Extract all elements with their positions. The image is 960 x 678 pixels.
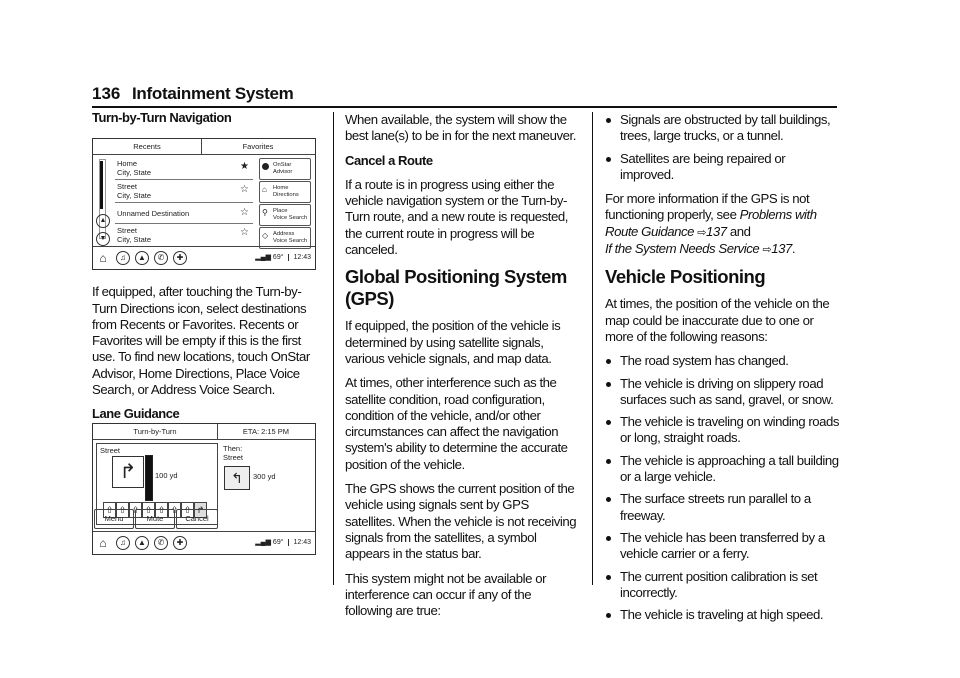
bullet-icon <box>606 459 611 464</box>
clock: 12:43 <box>288 539 311 546</box>
bullet-text: Signals are obstructed by tall buildings, trees, large trucks, or a tunnel. <box>620 112 831 144</box>
list-item[interactable] <box>115 203 253 224</box>
button-label: Home <box>273 185 289 191</box>
button-label: Address <box>273 231 295 237</box>
list-item-title: Unnamed Destination <box>117 209 190 218</box>
bullet-text: The road system has changed. <box>620 353 789 369</box>
favorite-star-icon[interactable]: ★ <box>240 161 249 172</box>
home-icon[interactable]: ⌂ <box>99 251 107 265</box>
subheading-lane-guidance: Lane Guidance <box>92 406 180 422</box>
paragraph-gps-1: If equipped, the position of the vehicle is determined by using satellite signals, various vehicle signals, and map data. <box>345 318 561 366</box>
heading-gps: Global Positioning System (GPS) <box>345 266 567 310</box>
bullet-icon <box>606 575 611 580</box>
phone-icon[interactable]: ✆ <box>154 251 168 265</box>
bullet-icon <box>606 118 611 123</box>
scroll-down-icon[interactable]: ▼ <box>96 232 110 246</box>
list-item-subtitle: City, State <box>117 168 152 177</box>
eta-label: ETA: 2:15 PM <box>242 427 290 436</box>
distance-label: 100 yd <box>155 471 178 480</box>
apps-icon[interactable]: ✚ <box>173 251 187 265</box>
more-info-text: For more information if the GPS is not functioning properly, see <box>605 191 810 223</box>
onstar-advisor-button[interactable] <box>259 158 311 180</box>
bullet-item <box>605 353 840 369</box>
list-item-title: Home <box>117 159 138 168</box>
tab-recents[interactable]: Recents <box>93 139 202 154</box>
list-item-title: Street <box>117 226 138 235</box>
section-title: Infotainment System <box>132 84 294 103</box>
tab-bar <box>93 139 315 155</box>
phone-icon[interactable]: ✆ <box>154 536 168 550</box>
bullet-icon <box>606 613 611 618</box>
signal-icon: ▂▄▆ <box>255 539 271 546</box>
paragraph-gps-3: The GPS shows the current position of the vehicle using signals sent by GPS satellites. When the vehicle is not receiving signals from the satellites, a symbol appears in the status bar. <box>345 481 577 562</box>
bullet-icon <box>606 536 611 541</box>
navigation-icon[interactable]: ▲ <box>135 251 149 265</box>
bullet-icon <box>606 359 611 364</box>
distance-bar <box>145 455 153 501</box>
bullet-text: The vehicle is approaching a tall building or a large vehicle. <box>620 452 839 485</box>
page-ref-arrow-icon: ⇨ <box>697 226 707 239</box>
paragraph-gps-2: At times, other interference such as the satellite condition, road configuration, condition of the vehicle, and/or other circumstances can affect the navigation system's ability to determine the accurate position of the vehicle. <box>345 375 568 472</box>
navigation-icon[interactable]: ▲ <box>135 536 149 550</box>
bullet-item <box>605 491 840 524</box>
menu-button[interactable]: Menu <box>94 509 134 529</box>
subheading-turn-by-turn: Turn-by-Turn Navigation <box>92 110 232 125</box>
mute-button[interactable]: Mute <box>135 509 175 529</box>
bullet-item <box>605 530 840 563</box>
scroll-up-icon[interactable]: ▲ <box>96 214 110 228</box>
onstar-icon <box>262 163 269 170</box>
page-ref-arrow-icon: ⇨ <box>762 244 772 257</box>
column-2 <box>345 112 580 627</box>
signal-icon: ▂▄▆ <box>255 254 271 261</box>
bullet-icon <box>606 497 611 502</box>
bullet-text: Satellites are being repaired or improved. <box>620 150 786 182</box>
home-icon[interactable]: ⌂ <box>99 536 107 550</box>
status-area <box>255 538 311 547</box>
button-label: Voice Search <box>273 237 308 244</box>
home-directions-button[interactable] <box>259 181 311 203</box>
paragraph-more-info: For more information if the GPS is not functioning properly, see Problems with Route Guidance ⇨137 and If the System Needs Service ⇨137. <box>605 191 817 257</box>
bottom-bar <box>93 246 315 269</box>
list-item-subtitle: City, State <box>117 191 152 200</box>
home-icon: ⌂ <box>262 185 267 194</box>
link-system-needs-service[interactable]: If the System Needs Service <box>605 241 760 257</box>
link-problems-route-guidance[interactable]: Problems with Route Guidance <box>605 207 817 239</box>
next-turn-icon: ↰ <box>224 466 250 490</box>
lane-straight-icon: ⇧ <box>103 502 116 518</box>
turn-by-turn-title: Turn-by-Turn <box>93 424 218 439</box>
bullet-icon <box>606 420 611 425</box>
page-ref[interactable]: 137 <box>771 241 792 257</box>
page-header <box>92 82 837 108</box>
scroll-thumb[interactable] <box>100 161 103 209</box>
lane-right-turn-icon: ↱ <box>194 502 207 518</box>
bullet-text: The vehicle is driving on slippery road surfaces such as sand, gravel, or snow. <box>620 375 834 407</box>
then-street: Street <box>223 453 244 462</box>
button-label: Place <box>273 208 288 214</box>
tab-favorites[interactable]: Favorites <box>242 142 274 151</box>
place-voice-search-button[interactable] <box>259 204 311 226</box>
paragraph-vehicle-positioning: At times, the position of the vehicle on the map could be inaccurate due to one or more of the following reasons: <box>605 296 830 344</box>
button-label: Voice Search <box>273 214 308 221</box>
current-street: Street <box>100 446 121 455</box>
audio-icon[interactable]: ♫ <box>116 251 130 265</box>
button-label: OnStar <box>273 162 292 168</box>
heading-vehicle-positioning: Vehicle Positioning <box>605 266 766 288</box>
then-label: Then: <box>223 444 243 453</box>
lane-straight-icon: ⇧ <box>181 502 194 518</box>
clock: 12:43 <box>288 254 311 261</box>
paragraph-turn-by-turn: If equipped, after touching the Turn-by-Turn Directions icon, select destinations from Recents or Favorites. Recents or Favorites will be empty if this is the first use. To find new locations, touch OnStar Advisor, Home Directions, Place Voice Search, or Address Voice Search. <box>92 284 310 398</box>
list-item-subtitle: City, State <box>117 235 152 244</box>
paragraph-cancel-route: If a route is in progress using either the vehicle navigation system or the Turn-by-Turn route, and a new route is requested, the current route in progress will be canceled. <box>345 176 568 258</box>
bullet-text: The vehicle has been transferred by a vehicle carrier or a ferry. <box>620 529 825 562</box>
lane-straight-icon: ⇧ <box>142 502 155 518</box>
bullet-item <box>605 112 840 145</box>
column-3 <box>605 112 840 629</box>
button-label: Advisor <box>273 168 293 175</box>
list-item[interactable] <box>115 157 253 180</box>
bullet-item <box>605 607 840 623</box>
temperature: 69° <box>272 254 284 261</box>
column-divider <box>592 112 593 585</box>
bullet-text: The vehicle is traveling at high speed. <box>620 607 824 623</box>
title-bar <box>93 424 315 440</box>
turn-right-icon: ↱ <box>112 456 144 488</box>
cancel-button[interactable]: Cancel <box>176 509 218 529</box>
bullet-item <box>605 453 840 486</box>
favorite-star-icon[interactable]: ☆ <box>240 184 249 195</box>
bullet-item <box>605 376 840 409</box>
page-number: 136 <box>92 84 121 103</box>
bullet-item <box>605 414 840 447</box>
bottom-bar <box>93 531 315 554</box>
bullet-text: The surface streets run parallel to a freeway. <box>620 491 811 523</box>
lane-guidance-screen <box>92 423 316 555</box>
and-text: and <box>726 223 751 239</box>
then-distance: 300 yd <box>253 472 276 481</box>
status-area <box>255 253 311 262</box>
bullet-icon <box>606 157 611 162</box>
list-item[interactable] <box>115 180 253 203</box>
lane-straight-icon: ⇧ <box>155 502 168 518</box>
address-icon: ◇ <box>262 231 269 240</box>
subheading-cancel-route: Cancel a Route <box>345 152 433 168</box>
lane-straight-icon: ⇧ <box>168 502 181 518</box>
bullet-text: The current position calibration is set incorrectly. <box>620 568 818 600</box>
list-item[interactable] <box>115 224 253 245</box>
favorite-star-icon[interactable]: ☆ <box>240 207 249 218</box>
button-label: Directions <box>273 191 299 198</box>
recents-favorites-screen <box>92 138 316 270</box>
page-ref[interactable]: 137 <box>706 223 727 239</box>
bullet-icon <box>606 382 611 387</box>
bullet-item <box>605 569 840 602</box>
paragraph-gps-4: This system might not be available or interference can occur if any of the following are true: <box>345 570 547 619</box>
paragraph-lane-guidance: When available, the system will show the best lane(s) to be in for the next maneuver. <box>345 112 576 144</box>
list-item-title: Street <box>117 182 138 191</box>
apps-icon[interactable]: ✚ <box>173 536 187 550</box>
bullet-item <box>605 151 840 184</box>
lane-straight-icon: ⇧ <box>129 502 142 518</box>
audio-icon[interactable]: ♫ <box>116 536 130 550</box>
lane-straight-icon: ⇧ <box>116 502 129 518</box>
temperature: 69° <box>272 539 284 546</box>
favorite-star-icon[interactable]: ☆ <box>240 227 249 238</box>
bullet-text: The vehicle is traveling on winding roads or long, straight roads. <box>620 414 840 446</box>
column-divider <box>333 112 334 585</box>
place-pin-icon: ⚲ <box>262 208 268 217</box>
